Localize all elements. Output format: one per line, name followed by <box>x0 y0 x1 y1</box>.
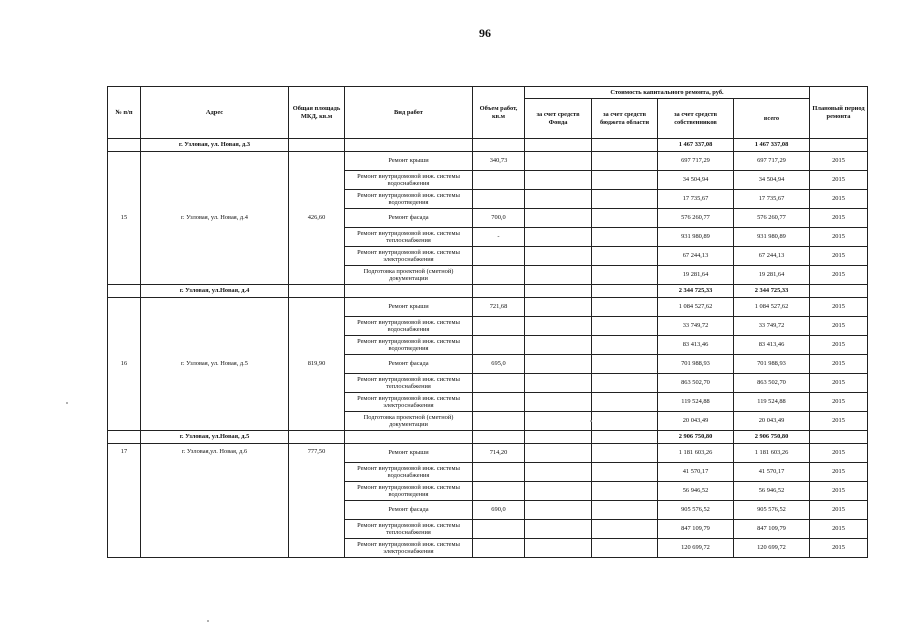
row-total: 33 749,72 <box>734 317 810 336</box>
row-work: Ремонт внутридомовой инж. системы электроснабжения <box>345 393 473 412</box>
row-volume: - <box>473 228 525 247</box>
row-work: Ремонт внутридомовой инж. системы водоснабжения <box>345 317 473 336</box>
header-period: Плановый период ремонта <box>810 87 868 139</box>
row-volume <box>473 482 525 501</box>
row-owners: 19 281,64 <box>658 266 734 285</box>
row-work: Подготовка проектной (сметной) документации <box>345 412 473 431</box>
header-cost-group: Стоимость капитального ремонта, руб. <box>525 87 810 99</box>
row-period: 2015 <box>810 171 868 190</box>
row-period: 2015 <box>810 393 868 412</box>
row-owners: 34 504,94 <box>658 171 734 190</box>
row-owners: 701 988,93 <box>658 355 734 374</box>
row-total: 1 181 603,26 <box>734 444 810 463</box>
row-volume <box>473 463 525 482</box>
header-cost-owners: за счет средств собственников <box>658 99 734 139</box>
row-total: 1 084 527,62 <box>734 298 810 317</box>
row-work: Ремонт крыши <box>345 152 473 171</box>
row-total: 34 504,94 <box>734 171 810 190</box>
row-area: 777,50 <box>289 444 345 558</box>
row-total: 83 413,46 <box>734 336 810 355</box>
row-owners: 83 413,46 <box>658 336 734 355</box>
row-work: Ремонт внутридомовой инж. системы водоотведения <box>345 482 473 501</box>
subtotal-row <box>108 285 868 298</box>
subtotal-row <box>108 431 868 444</box>
row-volume <box>473 266 525 285</box>
row-volume <box>473 317 525 336</box>
subtotal-owners: 1 467 337,08 <box>658 139 734 152</box>
row-area: 426,60 <box>289 152 345 285</box>
row-volume: 340,73 <box>473 152 525 171</box>
header-cost-fund: за счет средств Фонда <box>525 99 592 139</box>
row-period: 2015 <box>810 266 868 285</box>
header-num: № п/п <box>108 87 141 139</box>
row-owners: 863 502,70 <box>658 374 734 393</box>
row-work: Ремонт внутридомовой инж. системы теплоснабжения <box>345 374 473 393</box>
row-period: 2015 <box>810 482 868 501</box>
row-volume: 690,0 <box>473 501 525 520</box>
row-total: 576 260,77 <box>734 209 810 228</box>
row-total: 697 717,29 <box>734 152 810 171</box>
row-period: 2015 <box>810 355 868 374</box>
row-volume <box>473 336 525 355</box>
row-period: 2015 <box>810 463 868 482</box>
row-volume <box>473 520 525 539</box>
header-cost-total: всего <box>734 99 810 139</box>
row-owners: 847 109,79 <box>658 520 734 539</box>
row-work: Ремонт фасада <box>345 209 473 228</box>
row-owners: 1 181 603,26 <box>658 444 734 463</box>
header-cost-budget: за счет средств бюджета области <box>592 99 658 139</box>
row-volume <box>473 412 525 431</box>
row-period: 2015 <box>810 374 868 393</box>
row-num: 15 <box>108 152 141 285</box>
row-address: г. Узловая, ул. Новая, д.4 <box>141 152 289 285</box>
table-row <box>108 444 868 463</box>
row-work: Ремонт внутридомовой инж. системы водоотведения <box>345 190 473 209</box>
row-volume: 721,68 <box>473 298 525 317</box>
row-total: 20 043,49 <box>734 412 810 431</box>
subtotal-row <box>108 139 868 152</box>
page-number: 96 <box>479 26 491 40</box>
row-period: 2015 <box>810 228 868 247</box>
row-owners: 931 980,89 <box>658 228 734 247</box>
subtotal-owners: 2 344 725,33 <box>658 285 734 298</box>
subtotal-address: г. Узловая, ул.Новая, д.4 <box>141 285 289 298</box>
row-total: 67 244,13 <box>734 247 810 266</box>
row-owners: 67 244,13 <box>658 247 734 266</box>
row-volume <box>473 539 525 558</box>
row-volume: 700,0 <box>473 209 525 228</box>
row-work: Ремонт внутридомовой инж. системы водоснабжения <box>345 171 473 190</box>
row-period: 2015 <box>810 247 868 266</box>
row-work: Ремонт внутридомовой инж. системы водоснабжения <box>345 463 473 482</box>
row-total: 863 502,70 <box>734 374 810 393</box>
row-work: Ремонт внутридомовой инж. системы теплоснабжения <box>345 520 473 539</box>
row-work: Ремонт фасада <box>345 501 473 520</box>
row-owners: 1 084 527,62 <box>658 298 734 317</box>
row-period: 2015 <box>810 539 868 558</box>
row-total: 120 699,72 <box>734 539 810 558</box>
row-work: Ремонт внутридомовой инж. системы электроснабжения <box>345 539 473 558</box>
subtotal-owners: 2 906 750,80 <box>658 431 734 444</box>
row-period: 2015 <box>810 317 868 336</box>
row-owners: 697 717,29 <box>658 152 734 171</box>
row-period: 2015 <box>810 209 868 228</box>
row-period: 2015 <box>810 444 868 463</box>
row-period: 2015 <box>810 501 868 520</box>
row-work: Ремонт фасада <box>345 355 473 374</box>
row-period: 2015 <box>810 152 868 171</box>
row-owners: 576 260,77 <box>658 209 734 228</box>
row-work: Ремонт крыши <box>345 444 473 463</box>
row-address: г. Узловая,ул. Новая, д.6 <box>141 444 289 558</box>
scan-speck <box>590 420 592 422</box>
row-volume <box>473 393 525 412</box>
table-row <box>108 152 868 171</box>
row-period: 2015 <box>810 520 868 539</box>
row-work: Ремонт внутридомовой инж. системы водоотведения <box>345 336 473 355</box>
row-total: 905 576,52 <box>734 501 810 520</box>
row-total: 19 281,64 <box>734 266 810 285</box>
subtotal-address: г. Узловая, ул.Новая, д.5 <box>141 431 289 444</box>
header-address: Адрес <box>141 87 289 139</box>
row-period: 2015 <box>810 190 868 209</box>
row-total: 119 524,88 <box>734 393 810 412</box>
row-owners: 119 524,88 <box>658 393 734 412</box>
row-owners: 33 749,72 <box>658 317 734 336</box>
subtotal-total: 2 906 750,80 <box>734 431 810 444</box>
row-total: 847 109,79 <box>734 520 810 539</box>
row-total: 701 988,93 <box>734 355 810 374</box>
row-owners: 56 946,52 <box>658 482 734 501</box>
subtotal-address: г. Узловая, ул. Новая, д.3 <box>141 139 289 152</box>
subtotal-total: 1 467 337,08 <box>734 139 810 152</box>
row-volume <box>473 190 525 209</box>
row-total: 41 570,17 <box>734 463 810 482</box>
header-area: Общая площадь МКД, кв.м <box>289 87 345 139</box>
row-owners: 905 576,52 <box>658 501 734 520</box>
row-total: 56 946,52 <box>734 482 810 501</box>
row-work: Ремонт внутридомовой инж. системы электроснабжения <box>345 247 473 266</box>
row-num: 16 <box>108 298 141 431</box>
row-work: Ремонт крыши <box>345 298 473 317</box>
row-address: г. Узловая, ул. Новая, д.5 <box>141 298 289 431</box>
row-period: 2015 <box>810 336 868 355</box>
row-volume <box>473 374 525 393</box>
row-work: Подготовка проектной (сметной) документации <box>345 266 473 285</box>
row-owners: 17 735,67 <box>658 190 734 209</box>
header-work-type: Вид работ <box>345 87 473 139</box>
row-volume: 714,20 <box>473 444 525 463</box>
row-area: 819,90 <box>289 298 345 431</box>
table-header <box>108 87 868 139</box>
row-period: 2015 <box>810 412 868 431</box>
row-owners: 20 043,49 <box>658 412 734 431</box>
subtotal-total: 2 344 725,33 <box>734 285 810 298</box>
table-row <box>108 298 868 317</box>
row-total: 931 980,89 <box>734 228 810 247</box>
row-total: 17 735,67 <box>734 190 810 209</box>
row-period: 2015 <box>810 298 868 317</box>
header-volume: Объем работ, кв.м <box>473 87 525 139</box>
row-num: 17 <box>108 444 141 558</box>
capital-repair-table <box>107 86 868 558</box>
row-volume <box>473 171 525 190</box>
row-owners: 120 699,72 <box>658 539 734 558</box>
row-volume: 695,0 <box>473 355 525 374</box>
row-volume <box>473 247 525 266</box>
scan-speck <box>66 402 68 404</box>
row-owners: 41 570,17 <box>658 463 734 482</box>
scan-speck <box>207 620 209 622</box>
row-work: Ремонт внутридомовой инж. системы теплоснабжения <box>345 228 473 247</box>
